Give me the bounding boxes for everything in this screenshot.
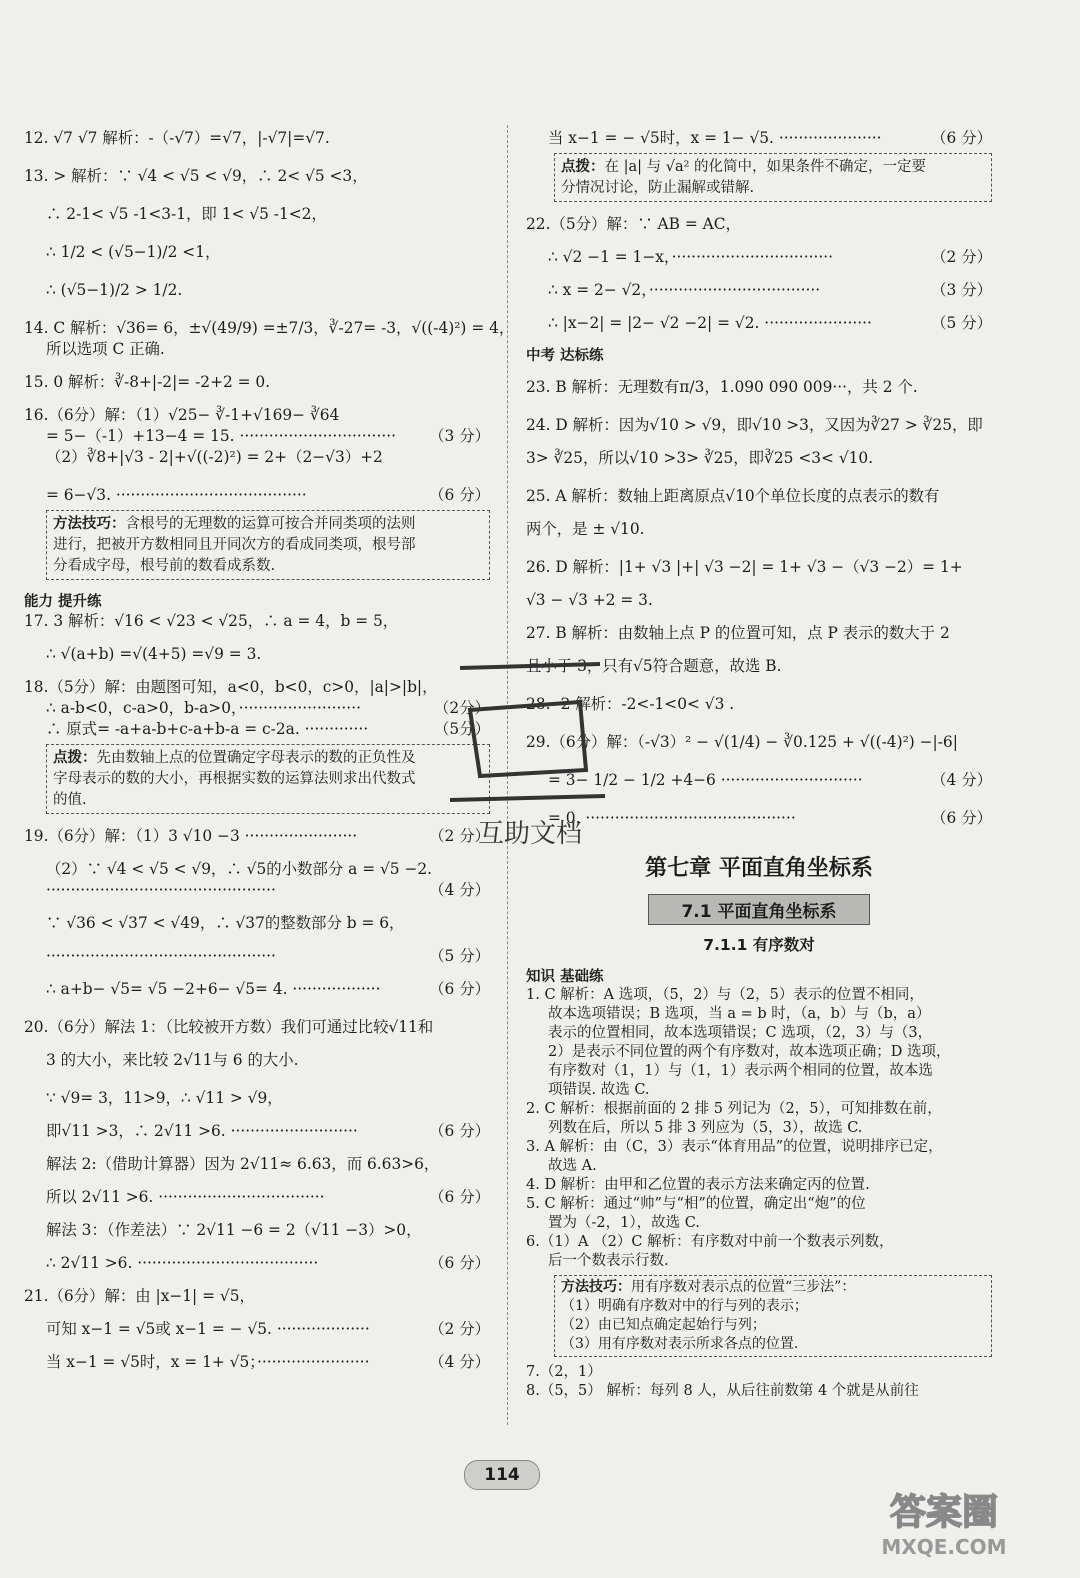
answer-line: 3. A 解析：由（C，3）表示“体育用品”的位置，说明排序已定，: [526, 1139, 943, 1155]
tip-line: 点拨：在 |a| 与 √a² 的化简中，如果条件不确定，一定要: [561, 158, 927, 175]
tip-line: 方法技巧：含根号的无理数的运算可按合并同类项的法则: [53, 515, 416, 532]
answer-line: 1. C 解析：A 选项，（5，2）与（2，5）表示的位置不相同，: [526, 987, 924, 1003]
answer-line: 18.（5分）解：由题图可知，a<0，b<0，c>0，|a|>|b|，: [24, 678, 438, 696]
left-column: [24, 128, 515, 1373]
answer-line: √3 − √3 +2 = 3.: [526, 591, 653, 609]
left-block-3: [24, 826, 490, 1373]
answer-line: ∴ x = 2− √2，··································· （3 分）: [548, 281, 992, 299]
answer-line: ∴ √2 −1 = 1−x，································· （2 分）: [548, 248, 992, 266]
score: （5 分）: [429, 947, 490, 965]
score: （2 分）: [931, 248, 992, 266]
answer-line: 5. C 解析：通过“帅”与“相”的位置，确定出“炮”的位: [526, 1196, 866, 1212]
watermark-url: MXQE.COM: [881, 1535, 1007, 1559]
answer-line: ∵ √9= 3，11>9，∴ √11 > √9，: [46, 1089, 283, 1107]
answer-line: 即√11 >3，∴ 2√11 >6. ·························· （6 分）: [46, 1122, 490, 1140]
answer-line: 27. B 解析：由数轴上点 P 的位置可知，点 P 表示的数大于 2: [526, 624, 950, 642]
section-heading: 知识 基础练: [526, 969, 604, 985]
answer-line: ∴ a-b<0，c-a>0，b-a>0，························· （2分）: [46, 699, 490, 717]
answer-line: 14. C 解析：√36= 6，±√(49/9) =±7/3，∛-27= -3，√((-4)²) = 4，: [24, 319, 515, 337]
left-block-2: [24, 611, 490, 740]
answer-line: 3 的大小，来比较 2√11与 6 的大小.: [46, 1051, 299, 1069]
tip-line: （2）由已知点确定起始行与列；: [561, 1317, 766, 1333]
answer-line: 26. D 解析：|1+ √3 |+| √3 −2| = 1+ √3 −（√3 −2）= 1+: [526, 558, 963, 576]
score: （2 分）: [429, 827, 490, 845]
answer-line: ∴ (√5−1)/2 > 1/2.: [46, 281, 183, 299]
answer-line: 可知 x−1 = √5或 x−1 = − √5. ··················· （2 分）: [46, 1320, 490, 1338]
answer-line: 6.（1）A （2）C 解析：有序数对中前一个数表示列数，: [526, 1234, 894, 1250]
answer-line: ∴ 1/2 < (√5−1)/2 <1，: [46, 243, 221, 261]
score: （5 分）: [931, 314, 992, 332]
watermark-cn: 答案圈: [889, 1492, 999, 1533]
chapter-title: 第七章 平面直角坐标系: [645, 856, 873, 881]
answer-line: 当 x−1 = √5时，x = 1+ √5；······················· （4 分）: [46, 1353, 490, 1371]
score: （6 分）: [931, 129, 992, 147]
answer-line: ∴ 2√11 >6. ····································· （6 分）: [46, 1254, 490, 1272]
stamp-mark-icon: [430, 650, 630, 860]
answer-line: 22.（5分）解：∵ AB = AC，: [526, 215, 741, 233]
score: （4 分）: [429, 881, 490, 899]
score: （6 分）: [429, 486, 490, 504]
answer-line: ··············································· （4 分）: [46, 881, 490, 899]
section-heading: 能力 提升练: [24, 594, 102, 610]
score: （2分）: [434, 699, 490, 717]
tip-line: 点拨：先由数轴上点的位置确定字母表示的数的正负性及: [53, 749, 416, 766]
tip-box: [554, 1275, 992, 1357]
answer-line: = 3− 1/2 − 1/2 +4−6 ····························· （4 分）: [548, 771, 992, 789]
answer-line: = 5−（-1）+13−4 = 15. ································ （3 分）: [46, 427, 490, 445]
answer-line: ∴ |x−2| = |2− √2 −2| = √2. ······················ （5 分）: [548, 314, 992, 332]
answer-line: ∴ 原式= -a+a-b+c-a+b-a = c-2a. ············· （5分）: [46, 720, 490, 738]
answer-line: 21.（6分）解：由 |x−1| = √5，: [24, 1287, 255, 1305]
answer-line: 29.（6分）解：（-√3）² − √(1/4) − ∛0.125 + √((-4)²) −|-6|: [526, 733, 958, 751]
answer-line: ··············································· （5 分）: [46, 947, 490, 965]
answer-line: 置为（-2，1），故选 C.: [548, 1215, 700, 1231]
answer-line: 23. B 解析：无理数有π/3，1.090 090 009···，共 2 个.: [526, 378, 918, 396]
answer-line: 17. 3 解析：√16 < √23 < √25，∴ a = 4，b = 5，: [24, 612, 399, 630]
tip-line: 的值.: [53, 792, 87, 808]
answer-line: 28. -2 解析：-2<-1<0< √3 .: [526, 695, 735, 713]
answer-line: 故本选项错误；B 选项，当 a = b 时，（a，b）与（b，a）: [548, 1006, 931, 1022]
answer-line: 8.（5，5） 解析：每列 8 人，从后往前数第 4 个就是从前往: [526, 1383, 919, 1399]
tip-line: 方法技巧：用有序数对表示点的位置“三步法”：: [561, 1279, 856, 1295]
answer-line: ∴ √(a+b) =√(4+5) =√9 = 3.: [46, 645, 262, 663]
answer-line: ∵ √36 < √37 < √49，∴ √37的整数部分 b = 6，: [46, 914, 405, 932]
section-band: 7.1 平面直角坐标系: [648, 894, 870, 925]
answer-line: 有序数对（1，1）与（1，1）表示两个相同的位置，故本选: [548, 1063, 933, 1079]
score: （6 分）: [429, 1254, 490, 1272]
answer-line: 4. D 解析：由甲和乙位置的表示方法来确定丙的位置.: [526, 1177, 870, 1193]
answer-line: 所以 2√11 >6. ·································· （6 分）: [46, 1188, 490, 1206]
answer-line: （2）∛8+|√3 - 2|+√((-2)²) = 2+（2−√3）+2: [46, 448, 383, 466]
answer-line: 解法 3：（作差法）∵ 2√11 −6 = 2（√11 −3）>0，: [46, 1221, 422, 1239]
subsection-title: 7.1.1 有序数对: [703, 936, 815, 954]
dense-answers: [526, 986, 992, 1401]
tip-line: 进行，把被开方数相同且开同次方的看成同类项，根号部: [53, 537, 416, 553]
tip-line: 字母表示的数的大小，再根据实数的运算法则求出代数式: [53, 771, 416, 787]
answer-line: 3> ∛25，所以√10 >3> ∛25，即∛25 <3< √10.: [526, 449, 874, 467]
answer-line: 故选 A.: [548, 1158, 597, 1174]
answer-line: 19.（6分）解：（1）3 √10 −3 ······················· （2 分）: [24, 827, 490, 845]
score: （5分）: [434, 720, 490, 738]
answer-line: 15. 0 解析：∛-8+|-2|= -2+2 = 0.: [24, 373, 271, 391]
tip-box: [46, 744, 490, 814]
section-heading: 中考 达标练: [526, 348, 604, 364]
answer-line: ∴ a+b− √5= √5 −2+6− √5= 4. ·················· （6 分）: [46, 980, 490, 998]
answer-line: 两个，是 ± √10.: [526, 520, 645, 538]
answer-line: 25. A 解析：数轴上距离原点√10个单位长度的点表示的数有: [526, 487, 940, 505]
stamp-text: 互助文档: [477, 819, 583, 849]
answer-line: 7.（2，1）: [526, 1364, 602, 1380]
answer-line: 解法 2:（借助计算器）因为 2√11≈ 6.63，而 6.63>6，: [46, 1155, 440, 1173]
score: （6 分）: [429, 1122, 490, 1140]
answer-line: 列数在后，所以 5 排 3 列应为（5，3），故选 C.: [548, 1120, 863, 1136]
score: （6 分）: [429, 1188, 490, 1206]
answer-line: ∴ 2-1< √5 -1<3-1，即 1< √5 -1<2，: [46, 205, 327, 223]
answer-line: 后一个数表示行数.: [548, 1253, 669, 1269]
score: （2 分）: [429, 1320, 490, 1338]
answer-line: 2）是表示不同位置的两个有序数对，故本选项正确；D 选项，: [548, 1044, 951, 1060]
tip-box: [46, 510, 490, 580]
tip-box: [554, 153, 992, 202]
tip-line: 分情况讨论，防止漏解或错解.: [561, 180, 755, 196]
page-number: 114: [464, 1460, 540, 1490]
answer-line: 12. √7 √7 解析：-（-√7）=√7，|-√7|=√7.: [24, 129, 330, 147]
score: （6 分）: [429, 980, 490, 998]
tip-line: 分看成字母，根号前的数看成系数.: [53, 558, 276, 574]
watermark-logo-icon: [834, 1484, 1054, 1562]
answer-line: 且小于 3，只有√5符合题意，故选 B.: [526, 657, 782, 675]
answer-line: 16.（6分）解：（1）√25− ∛-1+√169− ∛64: [24, 406, 340, 424]
answer-line: （2）∵ √4 < √5 < √9，∴ √5的小数部分 a = √5 −2.: [46, 860, 433, 878]
score: （3 分）: [429, 427, 490, 445]
score: （3 分）: [931, 281, 992, 299]
answer-line: 项错误. 故选 C.: [548, 1082, 650, 1098]
left-block-1: [24, 128, 515, 506]
score: （4 分）: [429, 1353, 490, 1371]
tip-line: （1）明确有序数对中的行与列的表示；: [561, 1298, 808, 1314]
answer-line: = 0. ··········································· （6 分）: [548, 809, 992, 827]
answer-line: 13. > 解析：∵ √4 < √5 < √9，∴ 2< √5 <3，: [24, 167, 368, 185]
tip-line: （3）用有序数对表示所求各点的位置.: [561, 1336, 799, 1352]
answer-line: 2. C 解析：根据前面的 2 排 5 列记为（2，5），可知排数在前，: [526, 1101, 942, 1117]
score: （6 分）: [931, 809, 992, 827]
answer-line: = 6−√3. ······································· （6 分）: [46, 486, 490, 504]
answer-line: 20.（6分）解法 1：（比较被开方数）我们可通过比较√11和: [24, 1018, 434, 1036]
answer-line: 当 x−1 = − √5时，x = 1− √5. ····················· （6 分）: [548, 129, 992, 147]
answer-line: 表示的位置相同，故本选项错误；C 选项，（2，3）与（3，: [548, 1025, 933, 1041]
score: （4 分）: [931, 771, 992, 789]
answer-line: 24. D 解析：因为√10 > √9，即√10 >3，又因为∛27 > ∛25，即: [526, 416, 983, 434]
answer-line: 所以选项 C 正确.: [46, 340, 165, 358]
